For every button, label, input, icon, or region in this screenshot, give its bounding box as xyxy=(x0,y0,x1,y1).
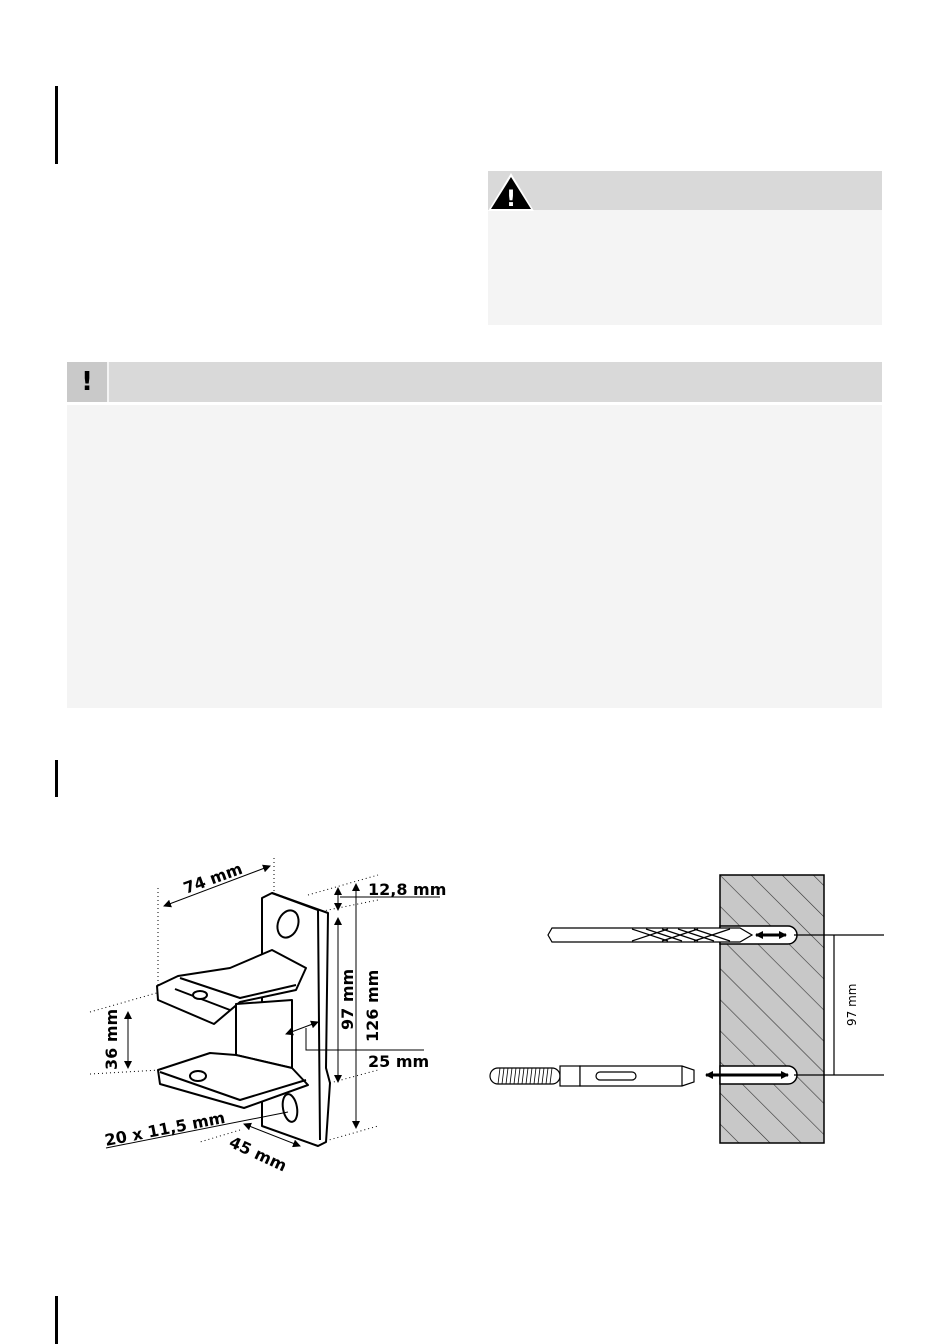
dim-hole-spacing-label: 97 mm xyxy=(338,968,357,1030)
exclamation-icon: ! xyxy=(81,367,93,397)
dim-depth-label: 25 mm xyxy=(368,1052,430,1071)
dim-slot-label: 20 x 11,5 mm xyxy=(103,1107,227,1150)
wall-hole-spacing-label: 97 mm xyxy=(845,983,859,1026)
dim-top-offset-label: 12,8 mm xyxy=(368,880,447,899)
drill-bit xyxy=(548,928,752,942)
wall-section xyxy=(720,875,824,1143)
dim-width-label: 74 mm xyxy=(180,858,245,898)
screw-and-dowel xyxy=(490,1066,694,1086)
warning-symbol: ! xyxy=(505,187,517,212)
dim-height-label: 126 mm xyxy=(363,969,382,1042)
dim-shelf-gap-label: 36 mm xyxy=(102,1008,121,1070)
dim-base-label: 45 mm xyxy=(226,1132,290,1176)
